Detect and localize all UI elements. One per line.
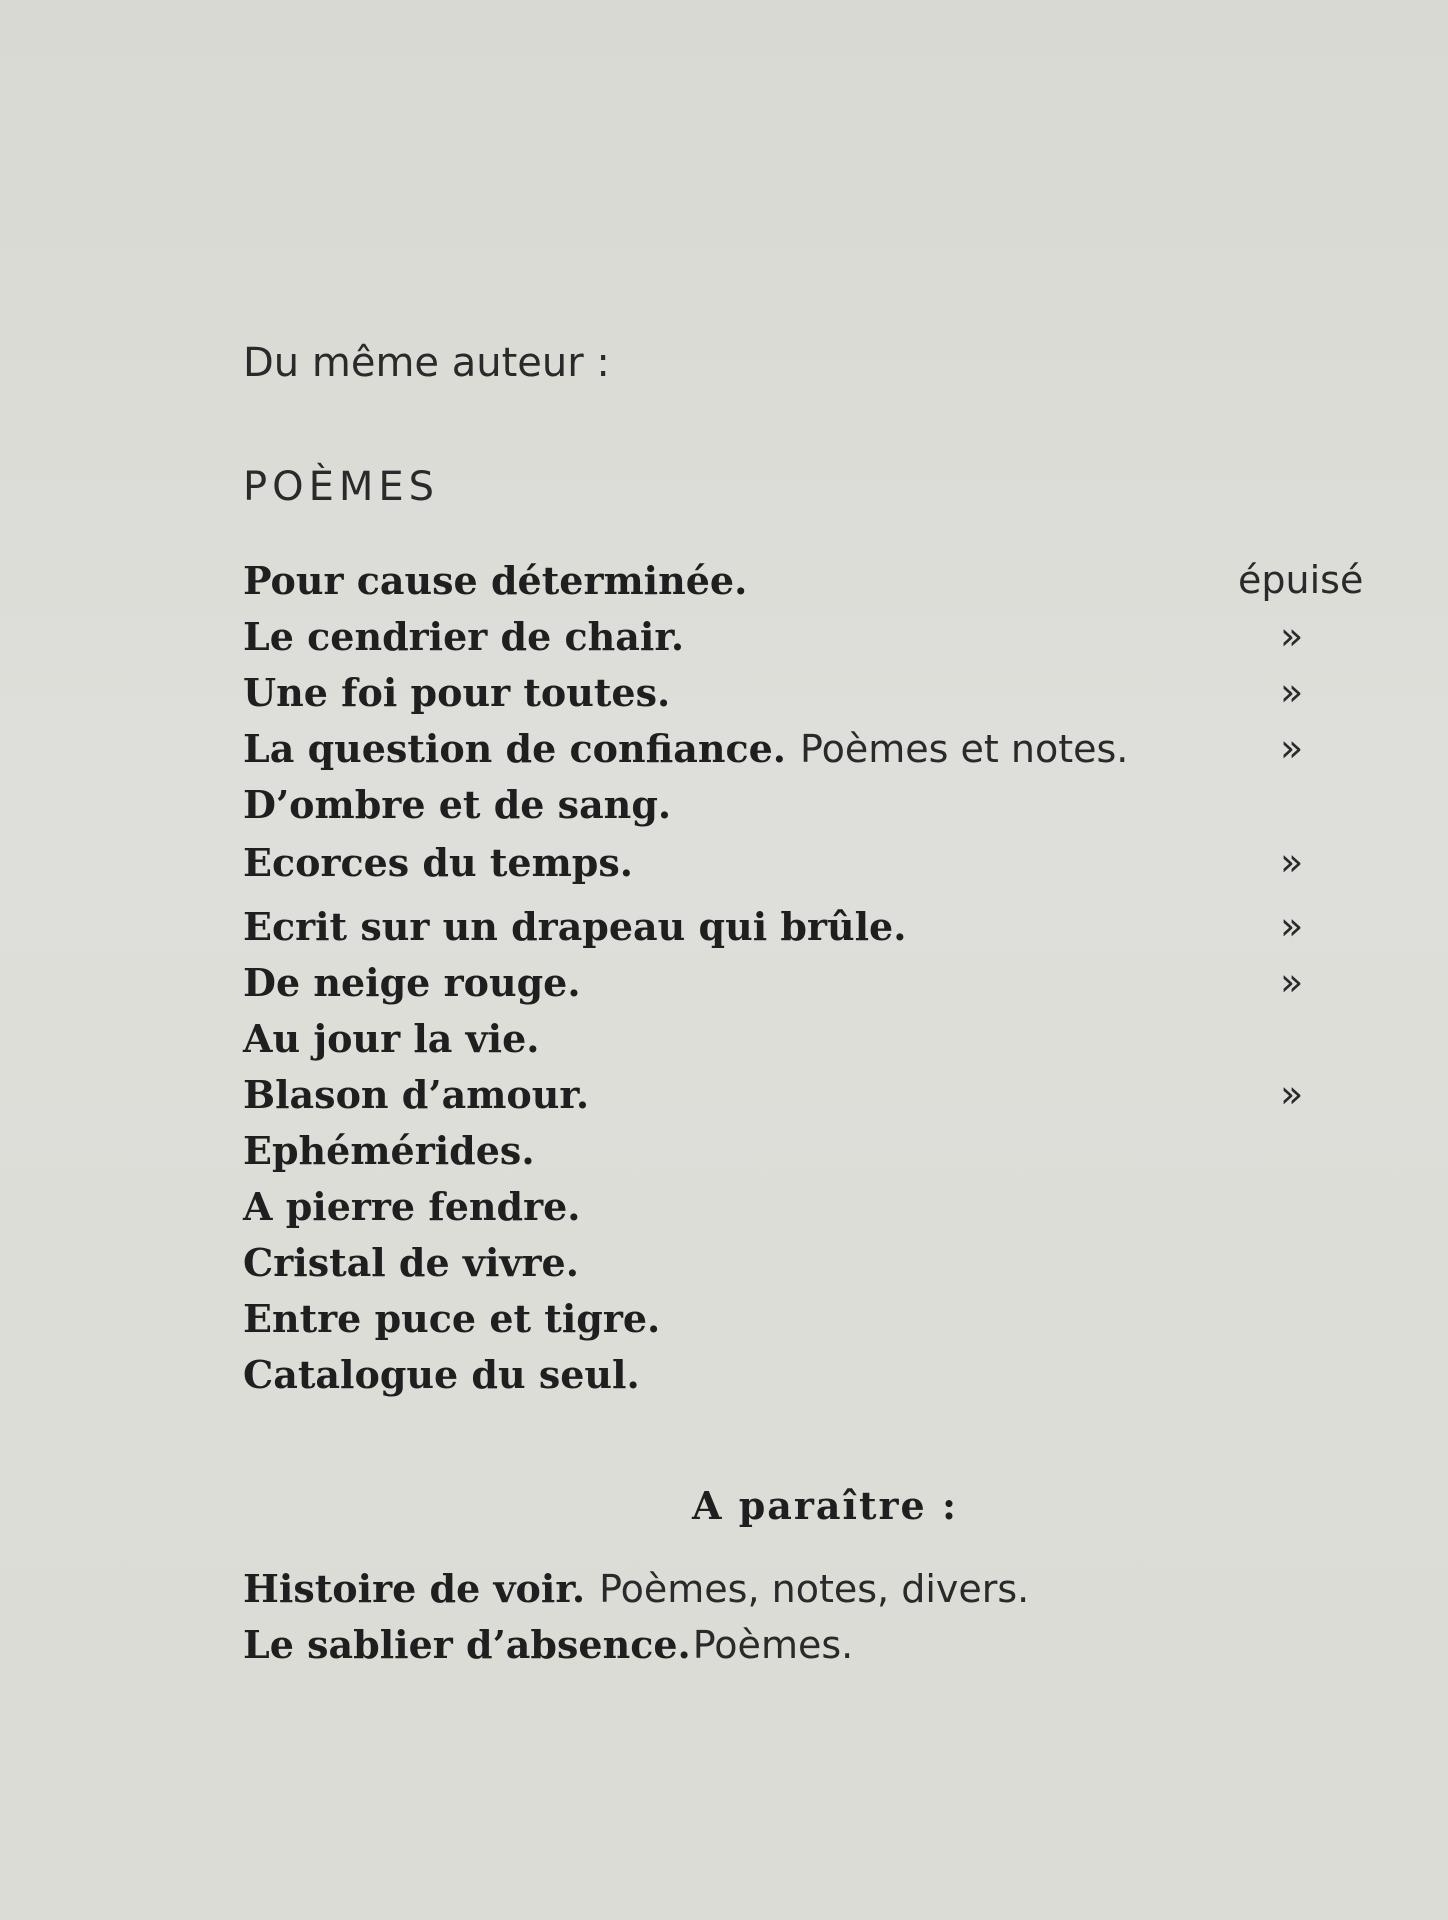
work-row (243, 840, 1383, 896)
work-title: Au jour la vie. (243, 1016, 540, 1061)
work-title: Ecorces du temps. (243, 840, 633, 885)
ditto-mark: » (1280, 726, 1304, 770)
work-status: épuisé (1238, 558, 1364, 602)
work-row (243, 614, 1383, 670)
work-row (243, 904, 1383, 960)
work-title: Pour cause déterminée. (243, 558, 748, 603)
work-row (243, 1352, 1383, 1408)
upcoming-title: Histoire de voir. Poèmes, notes, divers. (243, 1566, 1030, 1611)
upcoming-heading: A paraître : (692, 1483, 958, 1528)
upcoming-row (243, 1622, 1343, 1678)
section-label: POÈMES (243, 464, 440, 510)
work-row (243, 1016, 1383, 1072)
work-title: D’ombre et de sang. (243, 782, 672, 827)
work-title: Le cendrier de chair. (243, 614, 685, 659)
work-row (243, 726, 1383, 782)
ditto-mark: » (1280, 1072, 1304, 1116)
work-row (243, 960, 1383, 1016)
ditto-mark: » (1280, 840, 1304, 884)
work-title: A pierre fendre. (243, 1184, 581, 1229)
work-row (243, 558, 1383, 614)
work-row (243, 1128, 1383, 1184)
work-title: Catalogue du seul. (243, 1352, 640, 1397)
work-title: Cristal de vivre. (243, 1240, 579, 1285)
ditto-mark: » (1280, 960, 1304, 1004)
page-heading: Du même auteur : (243, 340, 610, 386)
upcoming-row (243, 1566, 1343, 1622)
ditto-mark: » (1280, 670, 1304, 714)
work-row (243, 670, 1383, 726)
work-title: Une foi pour toutes. (243, 670, 671, 715)
upcoming-title: Le sablier d’absence.Poèmes. (243, 1622, 854, 1667)
upcoming-subtitle: Poèmes, notes, divers. (599, 1567, 1030, 1611)
work-title: Ephémérides. (243, 1128, 535, 1173)
work-row (243, 1072, 1383, 1128)
upcoming-subtitle: Poèmes. (692, 1623, 854, 1667)
work-row (243, 1296, 1383, 1352)
work-row (243, 1240, 1383, 1296)
work-title: Ecrit sur un drapeau qui brûle. (243, 904, 907, 949)
work-title: La question de confiance. Poèmes et notes. (243, 726, 1129, 771)
work-subtitle: Poèmes et notes. (800, 727, 1129, 771)
work-row (243, 1184, 1383, 1240)
work-title: Blason d’amour. (243, 1072, 590, 1117)
work-title: De neige rouge. (243, 960, 581, 1005)
work-title: Entre puce et tigre. (243, 1296, 661, 1341)
work-row (243, 782, 1383, 838)
ditto-mark: » (1280, 904, 1304, 948)
ditto-mark: » (1280, 614, 1304, 658)
